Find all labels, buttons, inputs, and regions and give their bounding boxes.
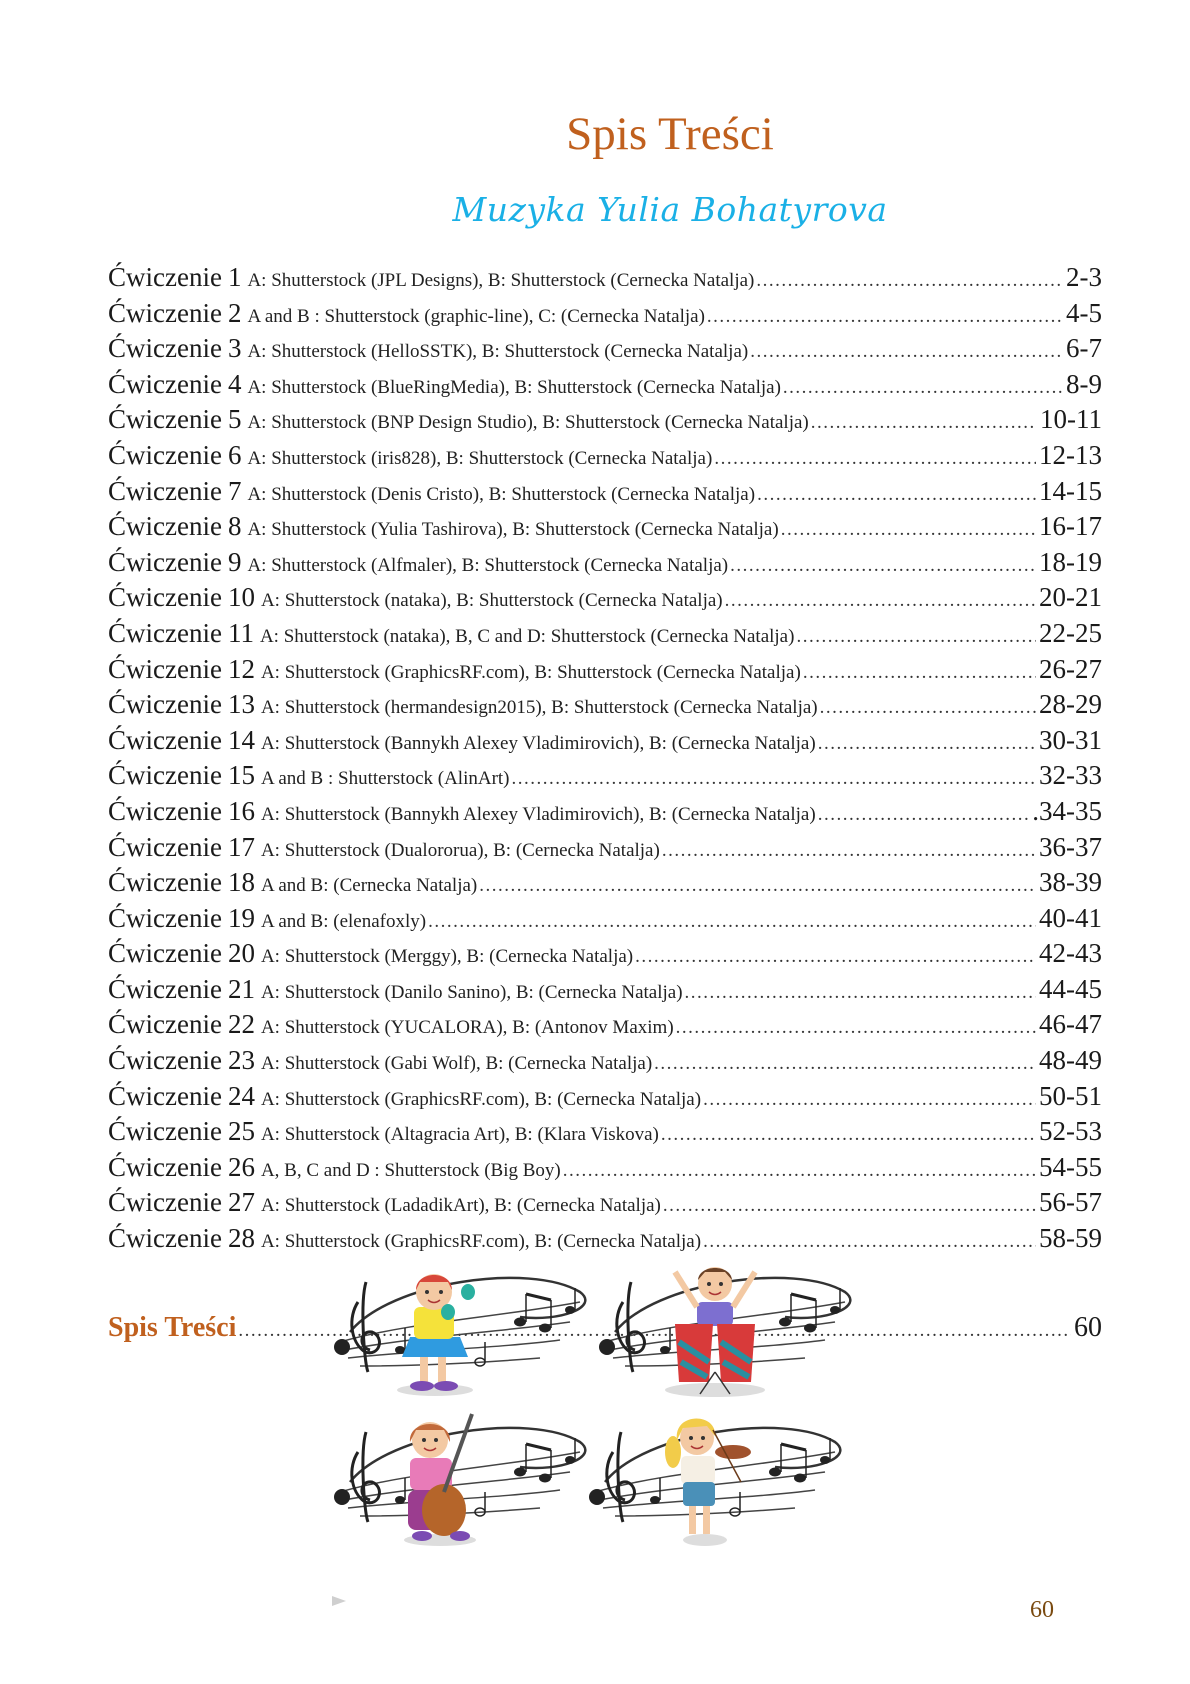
exercise-credits: A: Shutterstock (Danilo Sanino), B: (Cernecka Natalja) xyxy=(260,981,683,1003)
exercise-credits: A: Shutterstock (Dualororua), B: (Cernecka Natalja) xyxy=(260,839,660,861)
toc-row[interactable] xyxy=(108,689,1102,725)
exercise-label: Ćwiczenie xyxy=(108,582,222,613)
exercise-credits: A and B : Shutterstock (AlinArt) xyxy=(260,768,510,790)
page-range: 2-3 xyxy=(1066,262,1102,292)
dot-leader xyxy=(676,1017,1036,1039)
exercise-label: Ćwiczenie xyxy=(108,724,222,755)
exercise-label: Ćwiczenie xyxy=(108,653,222,684)
exercise-credits: A: Shutterstock (GraphicsRF.com), B: Shutterstock (Cernecka Natalja) xyxy=(260,661,801,683)
exercise-number: 6 xyxy=(227,439,242,470)
dot-leader xyxy=(479,875,1036,897)
exercise-number: 21 xyxy=(227,973,255,1004)
exercise-credits: A: Shutterstock (Denis Cristo), B: Shutterstock (Cernecka Natalja) xyxy=(247,483,756,505)
exercise-label: Ćwiczenie xyxy=(108,1187,222,1218)
toc-row[interactable] xyxy=(108,903,1102,939)
exercise-credits: A and B: (Cernecka Natalja) xyxy=(260,875,478,897)
exercise-label: Ćwiczenie xyxy=(108,1116,222,1147)
exercise-label: Ćwiczenie xyxy=(108,439,222,470)
toc-row[interactable] xyxy=(108,369,1102,405)
toc-row[interactable] xyxy=(108,1009,1102,1045)
exercise-number: 15 xyxy=(227,760,255,791)
exercise-label: Ćwiczenie xyxy=(108,1080,222,1111)
exercise-number: 27 xyxy=(227,1187,255,1218)
exercise-credits: A: Shutterstock (Gabi Wolf), B: (Cernecka Natalja) xyxy=(260,1053,653,1075)
toc-row[interactable] xyxy=(108,938,1102,974)
exercise-credits: A: Shutterstock (Altagracia Art), B: (Klara Viskova) xyxy=(260,1124,659,1146)
exercise-credits: A: Shutterstock (Yulia Tashirova), B: Shutterstock (Cernecka Natalja) xyxy=(247,519,779,541)
exercise-number: 18 xyxy=(227,867,255,898)
page-range: 32-33 xyxy=(1039,760,1102,791)
page-range: 56-57 xyxy=(1039,1187,1102,1218)
exercise-credits: A: Shutterstock (Bannykh Alexey Vladimirovich), B: (Cernecka Natalja) xyxy=(260,803,816,825)
page-subtitle: Muzyka Yulia Bohatyrova xyxy=(452,190,888,229)
toc-row[interactable] xyxy=(108,404,1102,440)
exercise-number: 7 xyxy=(227,475,242,506)
toc-row[interactable] xyxy=(108,618,1102,654)
toc-row[interactable] xyxy=(108,262,1102,298)
exercise-label: Ćwiczenie xyxy=(108,333,222,364)
page-range: 54-55 xyxy=(1039,1151,1102,1182)
exercise-number: 14 xyxy=(227,724,255,755)
toc-row[interactable] xyxy=(108,333,1102,369)
dot-leader xyxy=(662,840,1036,862)
page-range: 12-13 xyxy=(1039,439,1102,470)
toc-row[interactable] xyxy=(108,1187,1102,1223)
exercise-number: 12 xyxy=(227,653,255,684)
exercise-number: 16 xyxy=(227,795,255,826)
exercise-number: 2 xyxy=(227,297,242,328)
toc-row[interactable] xyxy=(108,760,1102,796)
dot-leader xyxy=(750,341,1063,363)
exercise-number: 11 xyxy=(227,617,254,648)
exercise-credits: A: Shutterstock (nataka), B: Shutterstock (Cernecka Natalja) xyxy=(260,590,723,612)
exercise-credits: A and B : Shutterstock (graphic-line), C: (Cernecka Natalja) xyxy=(247,305,705,327)
dot-leader xyxy=(783,377,1063,399)
exercise-label: Ćwiczenie xyxy=(108,1223,222,1254)
exercise-credits: A, B, C and D : Shutterstock (Big Boy) xyxy=(260,1159,561,1181)
music-illustrations xyxy=(330,1262,890,1552)
page-range: 22-25 xyxy=(1039,617,1102,648)
dot-leader xyxy=(635,946,1036,968)
toc-row[interactable] xyxy=(108,725,1102,761)
exercise-number: 8 xyxy=(227,511,242,542)
page-range: 36-37 xyxy=(1039,831,1102,862)
dot-leader xyxy=(654,1053,1036,1075)
exercise-credits: A: Shutterstock (Alfmaler), B: Shutterstock (Cernecka Natalja) xyxy=(247,554,729,576)
dot-leader xyxy=(428,911,1036,933)
toc-row[interactable] xyxy=(108,1045,1102,1081)
exercise-number: 1 xyxy=(227,262,242,292)
dot-leader xyxy=(756,270,1063,292)
page-range: 28-29 xyxy=(1039,689,1102,720)
dot-leader xyxy=(725,590,1036,612)
exercise-credits: A: Shutterstock (BNP Design Studio), B: Shutterstock (Cernecka Natalja) xyxy=(247,412,809,434)
exercise-label: Ćwiczenie xyxy=(108,1045,222,1076)
exercise-number: 24 xyxy=(227,1080,255,1111)
dot-leader xyxy=(563,1160,1036,1182)
exercise-credits: A: Shutterstock (LadadikArt), B: (Cernecka Natalja) xyxy=(260,1195,661,1217)
exercise-number: 20 xyxy=(227,938,255,969)
toc-row[interactable] xyxy=(108,298,1102,334)
exercise-number: 26 xyxy=(227,1151,255,1182)
exercise-number: 10 xyxy=(227,582,255,613)
page-range: 42-43 xyxy=(1039,938,1102,969)
page-range: 20-21 xyxy=(1039,582,1102,613)
exercise-credits: A: Shutterstock (Bannykh Alexey Vladimirovich), B: (Cernecka Natalja) xyxy=(260,732,816,754)
dot-leader xyxy=(796,626,1036,648)
toc-row[interactable] xyxy=(108,511,1102,547)
page-range: 18-19 xyxy=(1039,546,1102,577)
page-range: 10-11 xyxy=(1040,404,1102,435)
page-range: 14-15 xyxy=(1039,475,1102,506)
exercise-credits: A: Shutterstock (YUCALORA), B: (Antonov Maxim) xyxy=(260,1017,674,1039)
page-range: 52-53 xyxy=(1039,1116,1102,1147)
exercise-number: 4 xyxy=(227,368,242,399)
dot-leader xyxy=(820,697,1036,719)
page-range: 44-45 xyxy=(1039,973,1102,1004)
girl-with-maracas-icon xyxy=(334,1274,585,1396)
exercise-label: Ćwiczenie xyxy=(108,689,222,720)
toc-row[interactable] xyxy=(108,1223,1102,1259)
exercise-number: 19 xyxy=(227,902,255,933)
dot-leader xyxy=(781,519,1036,541)
toc-row[interactable] xyxy=(108,654,1102,690)
dot-leader xyxy=(757,484,1036,506)
exercise-label: Ćwiczenie xyxy=(108,511,222,542)
summary-page: 60 xyxy=(1074,1312,1102,1343)
page-range: 48-49 xyxy=(1039,1045,1102,1076)
dot-leader xyxy=(803,662,1036,684)
exercise-number: 25 xyxy=(227,1116,255,1147)
exercise-number: 23 xyxy=(227,1045,255,1076)
toc-row[interactable] xyxy=(108,974,1102,1010)
toc-row[interactable] xyxy=(108,1152,1102,1188)
girl-with-cello-icon xyxy=(334,1414,585,1546)
dot-leader xyxy=(811,412,1037,434)
exercise-credits: A: Shutterstock (HelloSSTK), B: Shutterstock (Cernecka Natalja) xyxy=(247,341,749,363)
boy-with-conga-drums-icon xyxy=(599,1267,850,1397)
exercise-credits: A: Shutterstock (nataka), B, C and D: Shutterstock (Cernecka Natalja) xyxy=(259,625,795,647)
toc-row[interactable] xyxy=(108,832,1102,868)
exercise-credits: A: Shutterstock (Merggy), B: (Cernecka Natalja) xyxy=(260,946,634,968)
exercise-label: Ćwiczenie xyxy=(108,831,222,862)
exercise-number: 22 xyxy=(227,1009,255,1040)
exercise-label: Ćwiczenie xyxy=(108,297,222,328)
page-range: 16-17 xyxy=(1039,511,1102,542)
exercise-label: Ćwiczenie xyxy=(108,867,222,898)
exercise-label: Ćwiczenie xyxy=(108,617,222,648)
page-range: 8-9 xyxy=(1066,368,1102,399)
dot-leader xyxy=(707,306,1063,328)
toc-row[interactable] xyxy=(108,1116,1102,1152)
dot-leader xyxy=(730,555,1036,577)
table-of-contents xyxy=(108,262,1102,1259)
exercise-credits: A: Shutterstock (JPL Designs), B: Shutterstock (Cernecka Natalja) xyxy=(247,270,755,291)
toc-row[interactable] xyxy=(108,1081,1102,1117)
exercise-credits: A: Shutterstock (iris828), B: Shutterstock (Cernecka Natalja) xyxy=(247,447,713,469)
dot-leader xyxy=(661,1124,1036,1146)
toc-row[interactable] xyxy=(108,476,1102,512)
toc-row[interactable] xyxy=(108,796,1102,832)
exercise-number: 28 xyxy=(227,1223,255,1254)
page-number: 60 xyxy=(1030,1597,1054,1623)
page-range: 40-41 xyxy=(1039,902,1102,933)
exercise-credits: A: Shutterstock (BlueRingMedia), B: Shutterstock (Cernecka Natalja) xyxy=(247,376,781,398)
dot-leader xyxy=(818,733,1036,755)
page-range: 30-31 xyxy=(1039,724,1102,755)
exercise-credits: A: Shutterstock (hermandesign2015), B: Shutterstock (Cernecka Natalja) xyxy=(260,697,818,719)
exercise-label: Ćwiczenie xyxy=(108,475,222,506)
exercise-number: 17 xyxy=(227,831,255,862)
exercise-label: Ćwiczenie xyxy=(108,973,222,1004)
exercise-label: Ćwiczenie xyxy=(108,795,222,826)
dot-leader xyxy=(685,982,1036,1004)
exercise-number: 3 xyxy=(227,333,242,364)
exercise-number: 5 xyxy=(227,404,242,435)
exercise-label: Ćwiczenie xyxy=(108,938,222,969)
exercise-label: Ćwiczenie xyxy=(108,546,222,577)
toc-row[interactable] xyxy=(108,867,1102,903)
exercise-label: Ćwiczenie xyxy=(108,368,222,399)
exercise-label: Ćwiczenie xyxy=(108,262,222,292)
exercise-credits: A and B: (elenafoxly) xyxy=(260,910,427,932)
play-arrow-icon xyxy=(332,1596,346,1606)
dot-leader xyxy=(714,448,1036,470)
dot-leader xyxy=(703,1089,1036,1111)
page-title: Spis Treści xyxy=(566,108,774,160)
exercise-label: Ćwiczenie xyxy=(108,760,222,791)
toc-row[interactable] xyxy=(108,582,1102,618)
page-range: 4-5 xyxy=(1066,297,1102,328)
dot-leader xyxy=(818,804,1030,826)
page-range: 58-59 xyxy=(1039,1223,1102,1254)
page-range: 38-39 xyxy=(1039,867,1102,898)
exercise-credits: A: Shutterstock (GraphicsRF.com), B: (Cernecka Natalja) xyxy=(260,1231,702,1253)
exercise-label: Ćwiczenie xyxy=(108,404,222,435)
page-range: 6-7 xyxy=(1066,333,1102,364)
dot-leader xyxy=(703,1231,1036,1253)
summary-label: Spis Treści xyxy=(108,1312,237,1343)
toc-row[interactable] xyxy=(108,547,1102,583)
exercise-credits: A: Shutterstock (GraphicsRF.com), B: (Cernecka Natalja) xyxy=(260,1088,702,1110)
page-range: 46-47 xyxy=(1039,1009,1102,1040)
page-range: 50-51 xyxy=(1039,1080,1102,1111)
page-range: 26-27 xyxy=(1039,653,1102,684)
exercise-number: 13 xyxy=(227,689,255,720)
exercise-label: Ćwiczenie xyxy=(108,1151,222,1182)
dot-leader xyxy=(663,1195,1036,1217)
exercise-label: Ćwiczenie xyxy=(108,902,222,933)
girl-with-violin-icon xyxy=(589,1418,840,1546)
toc-row[interactable] xyxy=(108,440,1102,476)
exercise-number: 9 xyxy=(227,546,242,577)
page-range: .34-35 xyxy=(1032,795,1102,826)
dot-leader xyxy=(512,768,1036,790)
exercise-label: Ćwiczenie xyxy=(108,1009,222,1040)
